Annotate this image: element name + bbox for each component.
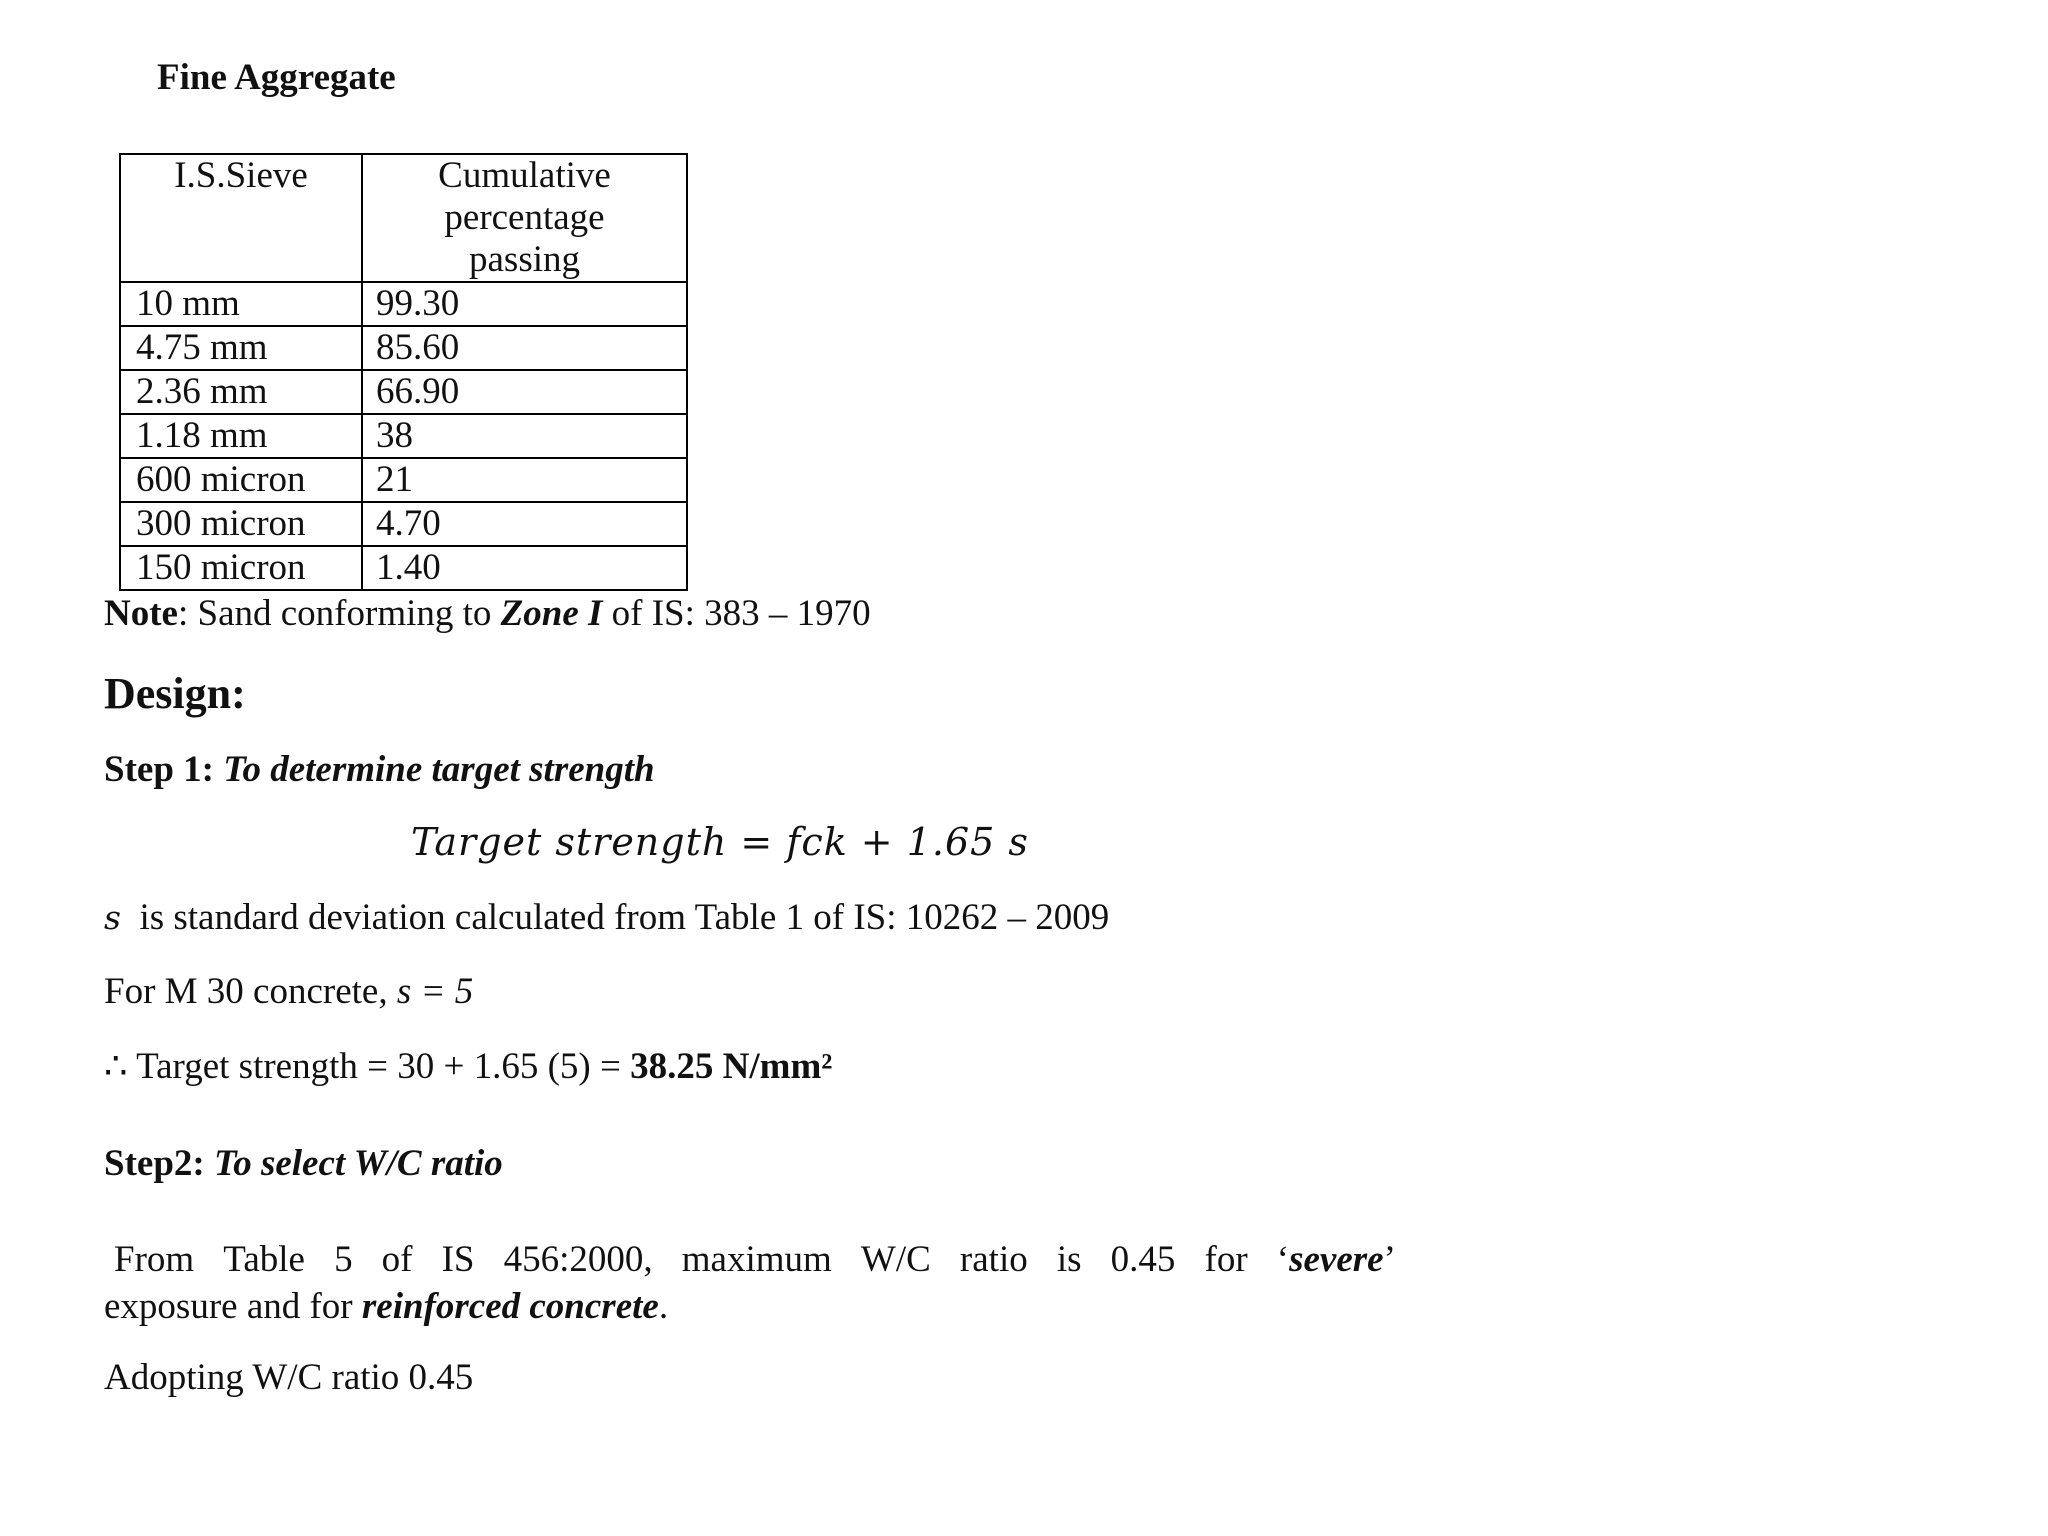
sd-symbol: s (104, 898, 121, 937)
passing-cell: 66.90 (362, 370, 687, 414)
wc-paragraph (104, 1236, 1396, 1330)
passing-cell: 1.40 (362, 546, 687, 590)
word: for (1204, 1239, 1248, 1280)
adopting-line: Adopting W/C ratio 0.45 (104, 1357, 474, 1398)
word: ratio (959, 1239, 1028, 1280)
sieve-cell: 150 micron (120, 546, 362, 590)
step1-label: Step 1: (104, 749, 224, 790)
table-row (120, 326, 687, 370)
quote-close: ’ (1383, 1239, 1396, 1280)
result-line (104, 1044, 832, 1088)
note-text-after: of IS: 383 – 1970 (602, 593, 871, 634)
sieve-cell: 300 micron (120, 502, 362, 546)
table-row (120, 502, 687, 546)
table-row (120, 370, 687, 414)
wc-paragraph-line2 (104, 1283, 1396, 1330)
word: IS (441, 1239, 475, 1280)
header-passing-text: Cumulative percentage passing (438, 155, 611, 280)
sieve-cell: 10 mm (120, 282, 362, 326)
sieve-cell: 2.36 mm (120, 370, 362, 414)
sd-line (104, 896, 1109, 939)
wc-paragraph-line1 (104, 1236, 1396, 1283)
step2-title (104, 1142, 503, 1185)
word: 5 (334, 1239, 353, 1280)
word: of (381, 1239, 413, 1280)
severe-word (1277, 1236, 1396, 1283)
word: is (1056, 1239, 1082, 1280)
line2-before: exposure and for (104, 1286, 362, 1327)
passing-cell: 38 (362, 414, 687, 458)
note-zone: Zone I (500, 593, 603, 634)
table-row (120, 414, 687, 458)
reinforced-text: reinforced concrete (361, 1286, 659, 1327)
table-header-row (120, 154, 687, 282)
sd-text: is standard deviation calculated from Table 1 of IS: 10262 – 2009 (139, 897, 1110, 938)
sieve-cell: 1.18 mm (120, 414, 362, 458)
passing-cell: 99.30 (362, 282, 687, 326)
sieve-cell: 4.75 mm (120, 326, 362, 370)
severe-text: severe (1289, 1239, 1384, 1280)
word: W/C (860, 1239, 931, 1280)
table-row (120, 546, 687, 590)
passing-cell: 21 (362, 458, 687, 502)
quote-open: ‘ (1276, 1239, 1290, 1280)
table-row (120, 282, 687, 326)
step2-label: Step2: (104, 1143, 214, 1184)
header-sieve: I.S.Sieve (120, 154, 362, 282)
passing-cell: 85.60 (362, 326, 687, 370)
word: Table (223, 1239, 305, 1280)
note-line (104, 592, 871, 635)
m30-text: For M 30 concrete, (104, 971, 397, 1012)
word: maximum (681, 1239, 832, 1280)
table-row (120, 458, 687, 502)
section-title: Fine Aggregate (157, 57, 396, 98)
result-value: 38.25 N/mm² (630, 1046, 833, 1087)
step1-heading: To determine target strength (223, 749, 655, 790)
note-label: Note (104, 593, 178, 634)
design-title: Design: (104, 669, 246, 718)
step1-title (104, 748, 655, 791)
sieve-cell: 600 micron (120, 458, 362, 502)
word: From (114, 1239, 195, 1280)
result-prefix: ∴ Target strength = 30 + 1.65 (5) = (104, 1046, 631, 1087)
word: 0.45 (1110, 1239, 1176, 1280)
passing-cell: 4.70 (362, 502, 687, 546)
target-strength-formula: Target strength = fck + 1.65 s (411, 820, 1029, 864)
word: 456:2000, (503, 1239, 653, 1280)
note-text-before: : Sand conforming to (177, 593, 501, 634)
m30-value: s = 5 (396, 971, 474, 1012)
sieve-table (119, 153, 688, 591)
line2-after: . (658, 1286, 669, 1327)
m30-line (104, 970, 473, 1013)
step2-heading: To select W/C ratio (213, 1143, 503, 1184)
header-passing (362, 154, 687, 282)
